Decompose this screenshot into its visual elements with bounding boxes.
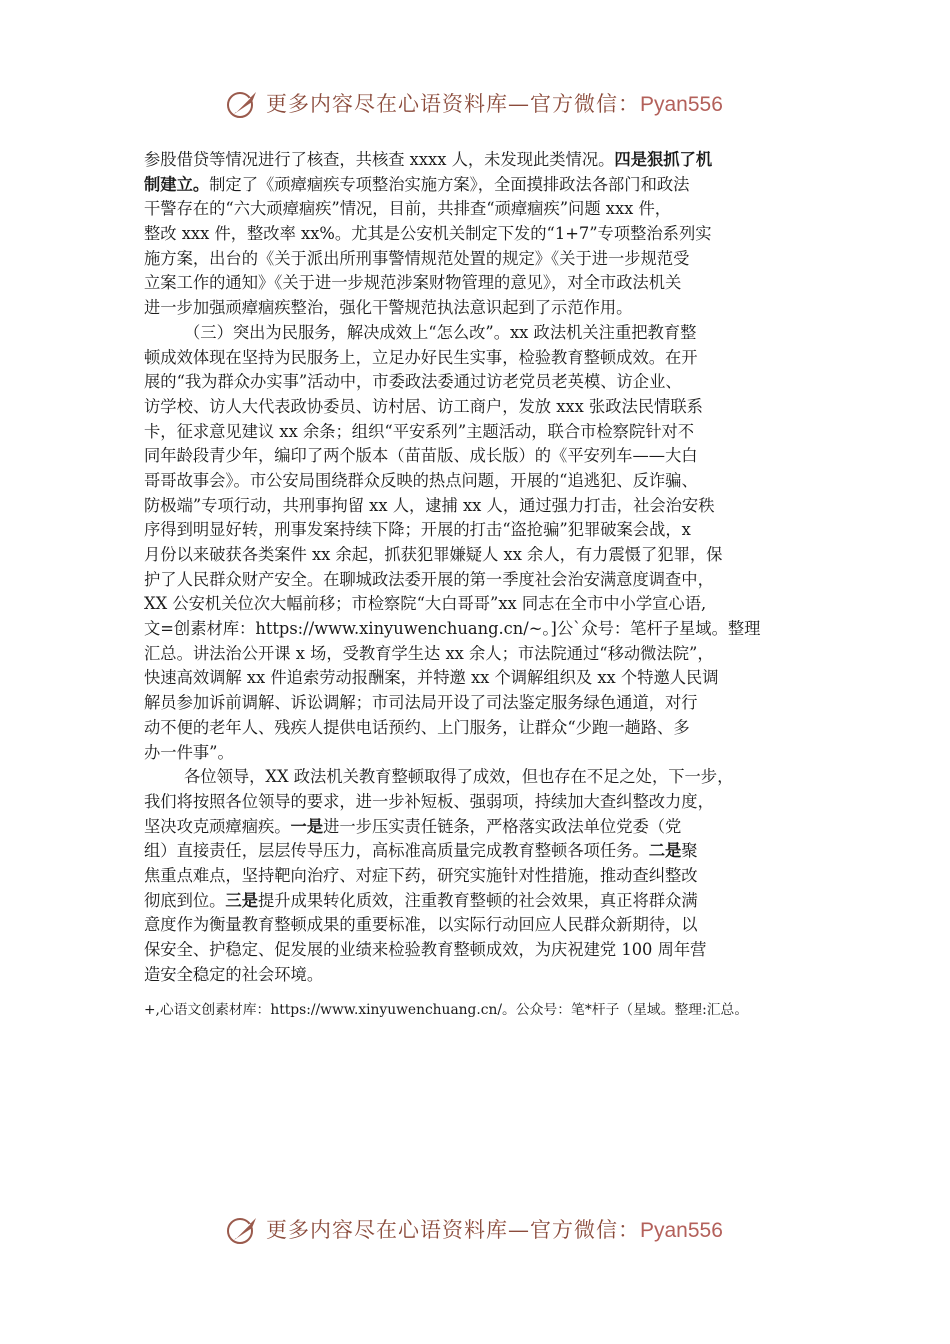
text-line: 展的“我为群众办实事”活动中，市委政法委通过访老党员老英模、访企业、 <box>144 372 682 392</box>
text-line: 解员参加诉前调解、诉讼调解；市司法局开设了司法鉴定服务绿色通道，对行 <box>144 693 698 713</box>
text-line: 彻底到位。三是提升成果转化质效，注重教育整顿的社会效果，真正将群众满 <box>144 890 698 910</box>
text-line: 组）直接责任，层层传导压力，高标准高质量完成教育整顿各项任务。二是聚 <box>144 841 698 861</box>
text-line: 保安全、护稳定、促发展的业绩来检验教育整顿成效，为庆祝建党 100 周年营 <box>144 940 707 959</box>
header-banner <box>0 84 950 124</box>
text-line: 立案工作的通知》《关于进一步规范涉案财物管理的意见》，对全市政法机关 <box>144 273 682 293</box>
text-line: 参股借贷等情况进行了核查，共核查 xxxx 人，未发现此类情况。四是狠抓了机 <box>144 150 713 169</box>
footer-note: +,心语文创素材库：https://www.xinyuwenchuang.cn/。公众号：笔*杆子（星域。整理:汇总。 <box>144 1002 749 1018</box>
document-body <box>144 148 808 987</box>
text-line: 进一步加强顽瘴痼疾整治，强化干警规范执法意识起到了示范作用。 <box>144 298 633 318</box>
text-line: 施方案，出台的《关于派出所刑事警情规范处置的规定》《关于进一步规范受 <box>144 248 690 268</box>
wechat-id: Pyan556 <box>640 93 723 116</box>
text-line: 哥哥故事会》。市公安局围绕群众反映的热点问题，开展的“追逃犯、反诈骗、 <box>144 470 698 490</box>
wechat-id: Pyan556 <box>640 1219 723 1242</box>
text-line: 坚决攻克顽瘴痼疾。一是进一步压实责任链条，严格落实政法单位党委（党 <box>144 816 682 836</box>
text-line: XX 公安机关位次大幅前移；市检察院“大白哥哥”xx 同志在全市中小学宣心语, <box>144 594 707 614</box>
text-line: 焦重点难点，坚持靶向治疗、对症下药，研究实施针对性措施，推动查纠整改 <box>144 865 698 885</box>
footer-banner <box>0 1210 950 1250</box>
text-line: 卡，征求意见建议 xx 余条；组织“平安系列”主题活动，联合市检察院针对不 <box>144 421 695 441</box>
text-line: 防极端”专项行动，共刑事拘留 xx 人，逮捕 xx 人，通过强力打击，社会治安秩 <box>144 495 715 515</box>
text-line: 意度作为衡量教育整顿成果的重要标准，以实际行动回应人民群众新期待，以 <box>144 915 698 935</box>
text-line: 护了人民群众财产安全。在聊城政法委开展的第一季度社会治安满意度调查中， <box>144 569 714 589</box>
text-line: 同年龄段青少年，编印了两个版本（苗苗版、成长版）的《平安列车——大白 <box>144 446 698 466</box>
quill-logo-icon <box>226 88 262 120</box>
text-line: 干警存在的“六大顽瘴痼疾”情况，目前，共排查“顽瘴痼疾”问题 xxx 件， <box>144 199 672 219</box>
text-line: 造安全稳定的社会环境。 <box>144 964 324 984</box>
quill-logo-icon <box>226 1214 262 1246</box>
text-line: 访学校、访人大代表政协委员、访村居、访工商户，发放 xxx 张政法民情联系 <box>144 396 703 416</box>
text-line: 我们将按照各位领导的要求，进一步补短板、强弱项，持续加大查纠整改力度， <box>144 791 714 811</box>
banner-text: 更多内容尽在心语资料库—官方微信：Pyan556 <box>266 92 723 116</box>
text-line: 动不便的老年人、残疾人提供电话预约、上门服务，让群众“少跑一趟路、多 <box>144 717 690 737</box>
text-line: 文=创素材库：https://www.xinyuwenchuang.cn/~。]公`众号：笔杆子星域。整理 <box>144 619 761 639</box>
text-line: 汇总。讲法治公开课 x 场，受教育学生达 xx 余人；市法院通过“移动微法院”， <box>144 643 714 663</box>
banner-text: 更多内容尽在心语资料库—官方微信：Pyan556 <box>266 1218 723 1242</box>
text-line: 各位领导，XX 政法机关教育整顿取得了成效，但也存在不足之处，下一步， <box>184 767 734 787</box>
text-line: 快速高效调解 xx 件追索劳动报酬案，并特邀 xx 个调解组织及 xx 个特邀人民调 <box>144 668 719 688</box>
section-heading-line: （三）突出为民服务，解决成效上“怎么改”。xx 政法机关注重把教育整 <box>184 322 697 342</box>
text-line: 办一件事”。 <box>144 742 234 762</box>
text-line: 制建立。制定了《顽瘴痼疾专项整治实施方案》，全面摸排政法各部门和政法 <box>144 174 690 194</box>
text-line: 顿成效体现在坚持为民服务上，立足办好民生实事，检验教育整顿成效。在开 <box>144 347 698 367</box>
text-line: 序得到明显好转，刑事发案持续下降；开展的打击“盗抢骗”犯罪破案会战，x <box>144 520 691 540</box>
text-line: 月份以来破获各类案件 xx 余起，抓获犯罪嫌疑人 xx 余人，有力震慑了犯罪，保 <box>144 545 723 564</box>
text-line: 整改 xxx 件，整改率 xx%。尤其是公安机关制定下发的“1+7”专项整治系列实 <box>144 224 712 244</box>
